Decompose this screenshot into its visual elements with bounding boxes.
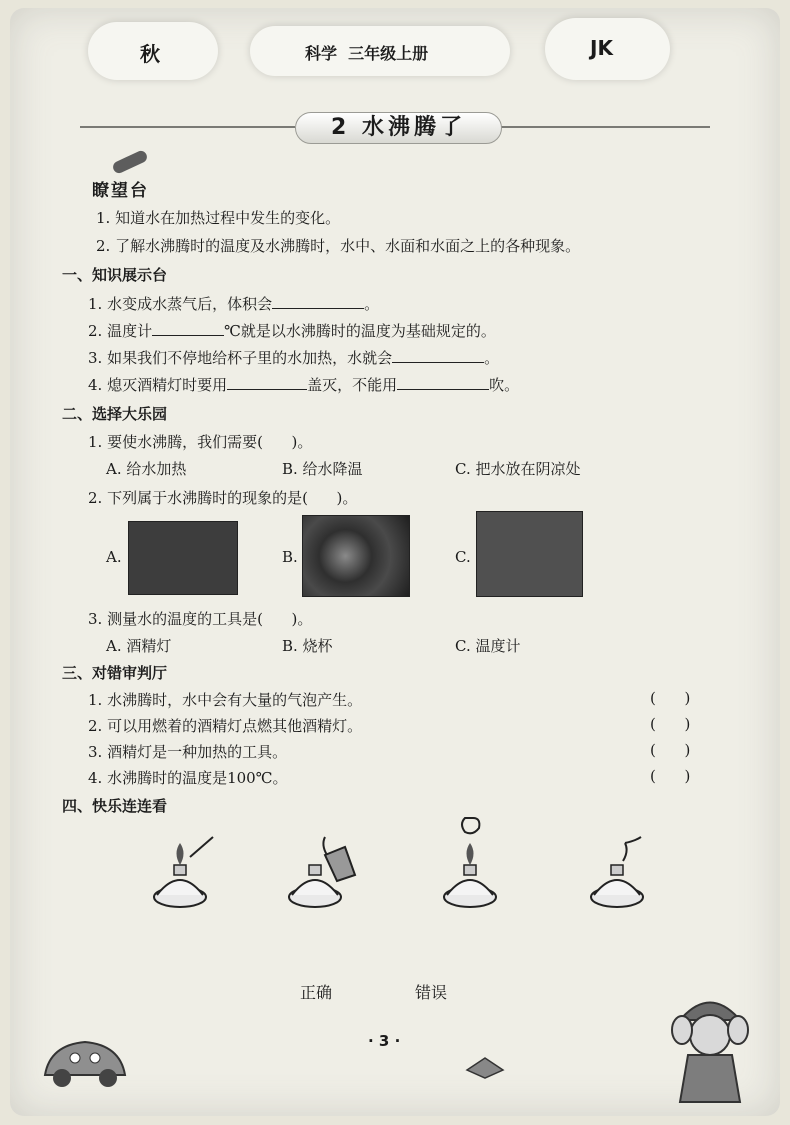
alcohol-lamp-2-icon[interactable] <box>285 835 360 915</box>
dwarf-cartoon-icon <box>660 990 760 1105</box>
overview-label: 瞭望台 <box>92 181 149 201</box>
lesson-title: 2 水沸腾了 <box>295 112 502 144</box>
s1-q1-end: 。 <box>364 295 380 313</box>
s3-item-4: 4. 水沸腾时的温度是100℃。 <box>88 769 288 787</box>
s1-q3-blank[interactable] <box>392 348 484 363</box>
s3-answer-1[interactable]: ( ) <box>650 689 691 707</box>
title-rule-right <box>500 126 710 128</box>
s2-q2-option-a-label[interactable]: A. <box>106 548 122 566</box>
s1-q2-end: ℃就是以水沸腾时的温度为基础规定的。 <box>224 322 496 340</box>
s2-q2-option-c-photo[interactable] <box>476 511 583 597</box>
s2-q2-option-b-label[interactable]: B. <box>282 548 298 566</box>
s4-correct-label[interactable]: 正确 <box>300 983 333 1002</box>
s2-q3: 3. 测量水的温度的工具是( )。 <box>88 610 313 628</box>
s1-q4-text: 4. 熄灭酒精灯时要用 <box>88 376 228 394</box>
s2-q3-option-a[interactable]: A. 酒精灯 <box>106 637 172 655</box>
s3-item-1: 1. 水沸腾时，水中会有大量的气泡产生。 <box>88 691 363 709</box>
page-number: · 3 · <box>368 1032 401 1050</box>
header-season: 秋 <box>140 42 160 66</box>
s1-q4-end: 吹。 <box>489 376 520 394</box>
header-edition: JK <box>590 36 613 60</box>
alcohol-lamp-4-icon[interactable] <box>585 835 655 915</box>
section2-heading: 二、选择大乐园 <box>62 405 168 423</box>
s2-q2-option-c-label[interactable]: C. <box>455 548 471 566</box>
car-cartoon-icon <box>40 1030 130 1090</box>
s1-q4-blank-2[interactable] <box>397 375 489 390</box>
s2-q2: 2. 下列属于水沸腾时的现象的是( )。 <box>88 489 358 507</box>
section3-heading: 三、对错审判厅 <box>62 664 168 682</box>
s3-answer-4[interactable]: ( ) <box>650 767 691 785</box>
s3-answer-2[interactable]: ( ) <box>650 715 691 733</box>
s2-q2-option-b-photo[interactable] <box>302 515 410 597</box>
header-book-title: 科学 三年级上册 <box>305 44 429 63</box>
s1-q4-blank-1[interactable] <box>227 375 307 390</box>
s2-q2-option-a-photo[interactable] <box>128 521 238 595</box>
s1-q3-end: 。 <box>484 349 500 367</box>
s3-item-2: 2. 可以用燃着的酒精灯点燃其他酒精灯。 <box>88 717 363 735</box>
alcohol-lamp-3-icon[interactable] <box>435 812 505 915</box>
alcohol-lamp-1-icon[interactable] <box>145 835 215 915</box>
section4-heading: 四、快乐连连看 <box>62 797 168 815</box>
s2-q1: 1. 要使水沸腾，我们需要( )。 <box>88 433 313 451</box>
s1-q2-blank[interactable] <box>152 321 224 336</box>
overview-goal-2: 2. 了解水沸腾时的温度及水沸腾时，水中、水面和水面之上的各种现象。 <box>96 237 581 255</box>
s1-q2-text: 2. 温度计 <box>88 322 153 340</box>
s2-q3-option-b[interactable]: B. 烧杯 <box>282 637 333 655</box>
s1-q3-text: 3. 如果我们不停地给杯子里的水加热，水就会 <box>88 349 393 367</box>
s2-q3-option-c[interactable]: C. 温度计 <box>455 637 521 655</box>
s2-q1-option-b[interactable]: B. 给水降温 <box>282 460 363 478</box>
s1-q1-blank[interactable] <box>272 294 364 309</box>
book-icon <box>465 1050 505 1080</box>
s1-q4 <box>88 374 519 395</box>
section1-heading: 一、知识展示台 <box>62 266 168 284</box>
s3-answer-3[interactable]: ( ) <box>650 741 691 759</box>
s1-q3 <box>88 347 499 368</box>
s2-q1-option-a[interactable]: A. 给水加热 <box>106 460 187 478</box>
s4-wrong-label[interactable]: 错误 <box>415 983 448 1002</box>
title-rule-left <box>80 126 295 128</box>
s1-q1-text: 1. 水变成水蒸气后，体积会 <box>88 295 273 313</box>
s1-q4-mid: 盖灭，不能用 <box>307 376 398 394</box>
s2-q1-option-c[interactable]: C. 把水放在阴凉处 <box>455 460 581 478</box>
s1-q1 <box>88 293 379 314</box>
s3-item-3: 3. 酒精灯是一种加热的工具。 <box>88 743 288 761</box>
overview-goal-1: 1. 知道水在加热过程中发生的变化。 <box>96 209 341 227</box>
s1-q2 <box>88 320 496 341</box>
